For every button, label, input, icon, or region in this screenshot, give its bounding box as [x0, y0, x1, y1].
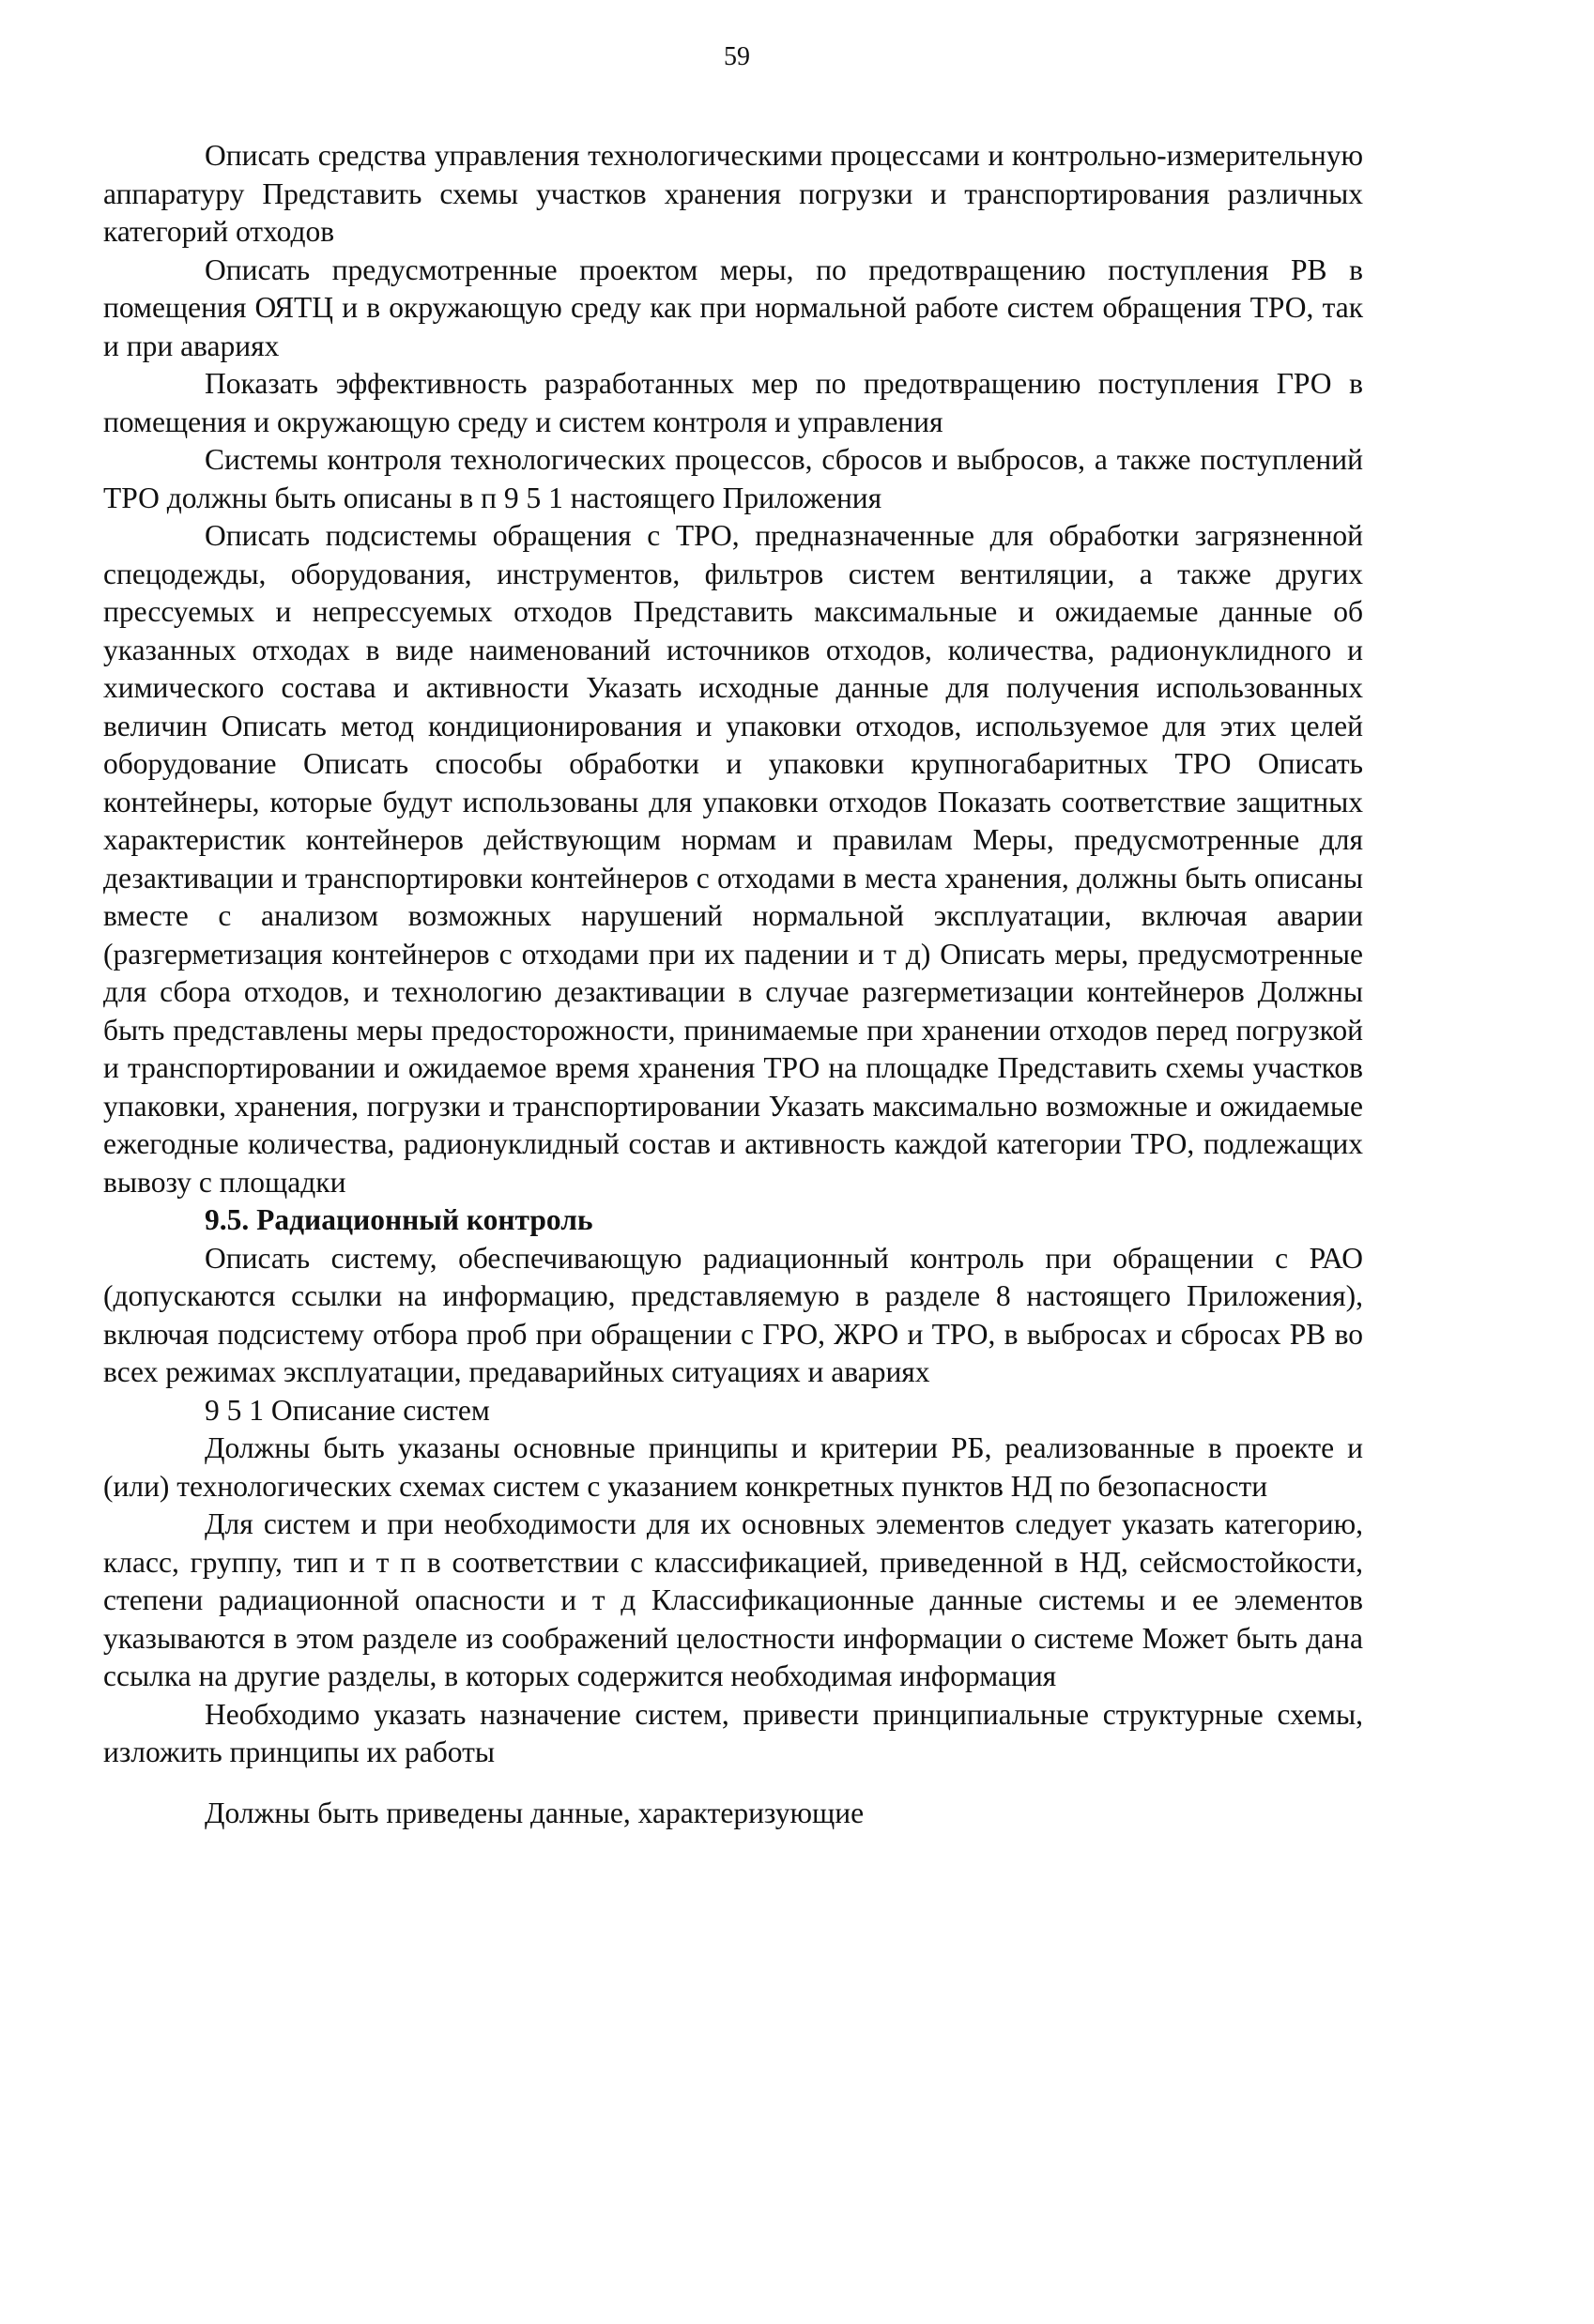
section-heading: 9.5. Радиационный контроль [205, 1203, 593, 1236]
paragraph-tro-subsystems: Описать подсистемы обращения с ТРО, предназначенные для обработки загрязненной спецодежды, оборудования, инструментов, фильтров систем вентиляции, а также других прессуемых и непрессуемых отходов Представить максимальные и ожидаемые данные об указанных отходах в виде наименований источников отходов, количества, радионуклидного и химического состава и активности Указать исходные данные для получения использованных величин Описать метод кондиционирования и упаковки отходов, используемое для этих целей оборудование Описать способы обработки и упаковки крупногабаритных ТРО Описать контейнеры, которые будут использованы для упаковки отходов Показать соответствие защитных характеристик контейнеров действующим нормам и правилам Меры, предусмотренные для дезактивации и транспортировки контейнеров с отходами в места хранения, должны быть описаны вместе с анализом возможных нарушений нормальной эксплуатации, включая аварии (разгерметизация контейнеров с отходами при их падении и т д) Описать меры, предусмотренные для сбора отходов, и технологию дезактивации в случае разгерметизации контейнеров Должны быть представлены меры предосторожности, принимаемые при хранении отходов перед погрузкой и транспортировании и ожидаемое время хранения ТРО на площадке Представить схемы участков упаковки, хранения, погрузки и транспортировании Указать максимально возможные и ожидаемые ежегодные количества, радионуклидный состав и активность каждой категории ТРО, подлежащих вывозу с площадки [103, 519, 1363, 1199]
subsection-heading: 9 5 1 Описание систем [205, 1393, 490, 1427]
paragraph-prevention-measures: Описать предусмотренные проектом меры, по предотвращению поступления РВ в помещения ОЯТЦ и в окружающую среду как при нормальной работе систем обращения ТРО, так и при авариях [103, 252, 1363, 362]
page-number: 59 [724, 42, 750, 71]
paragraph-principles: Должны быть указаны основные принципы и критерии РБ, реализованные в проекте и (или) технологических схемах систем с указанием конкретных пунктов НД по безопасности [103, 1431, 1363, 1503]
paragraph-control-equipment: Описать средства управления технологическими процессами и контрольно-измерительную аппаратуру Представить схемы участков хранения погрузки и транспортирования различных категорий отходов [103, 139, 1363, 248]
paragraph-effectiveness: Показать эффективность разработанных мер по предотвращению поступления ГРО в помещения и окружающую среду и систем контроля и управления [103, 367, 1363, 438]
paragraph-radiation-control: Описать систему, обеспечивающую радиационный контроль при обращении с РАО (допускаются ссылки на информацию, представляемую в разделе 8 настоящего Приложения), включая подсистему отбора проб при обращении с ГРО, ЖРО и ТРО, в выбросах и сбросах РВ во всех режимах эксплуатации, предаварийных ситуациях и авариях [103, 1241, 1363, 1388]
paragraph-control-systems: Системы контроля технологических процессов, сбросов и выбросов, а также поступлений ТРО должны быть описаны в п 9 5 1 настоящего Приложения [103, 443, 1363, 514]
body-text [103, 137, 1363, 1832]
paragraph-classification: Для систем и при необходимости для их основных элементов следует указать категорию, класс, группу, тип и т п в соответствии с классификацией, приведенной в НД, сейсмостойкости, степени радиационной опасности и т д Классификационные данные системы и ее элементов указываются в этом разделе из соображений целостности информации о системе Может быть дана ссылка на другие разделы, в которых содержится необходимая информация [103, 1507, 1363, 1692]
paragraph-purpose: Необходимо указать назначение систем, привести принципиальные структурные схемы, изложить принципы их работы [103, 1697, 1363, 1768]
paragraph-final: Должны быть приведены данные, характеризующие [205, 1796, 865, 1829]
